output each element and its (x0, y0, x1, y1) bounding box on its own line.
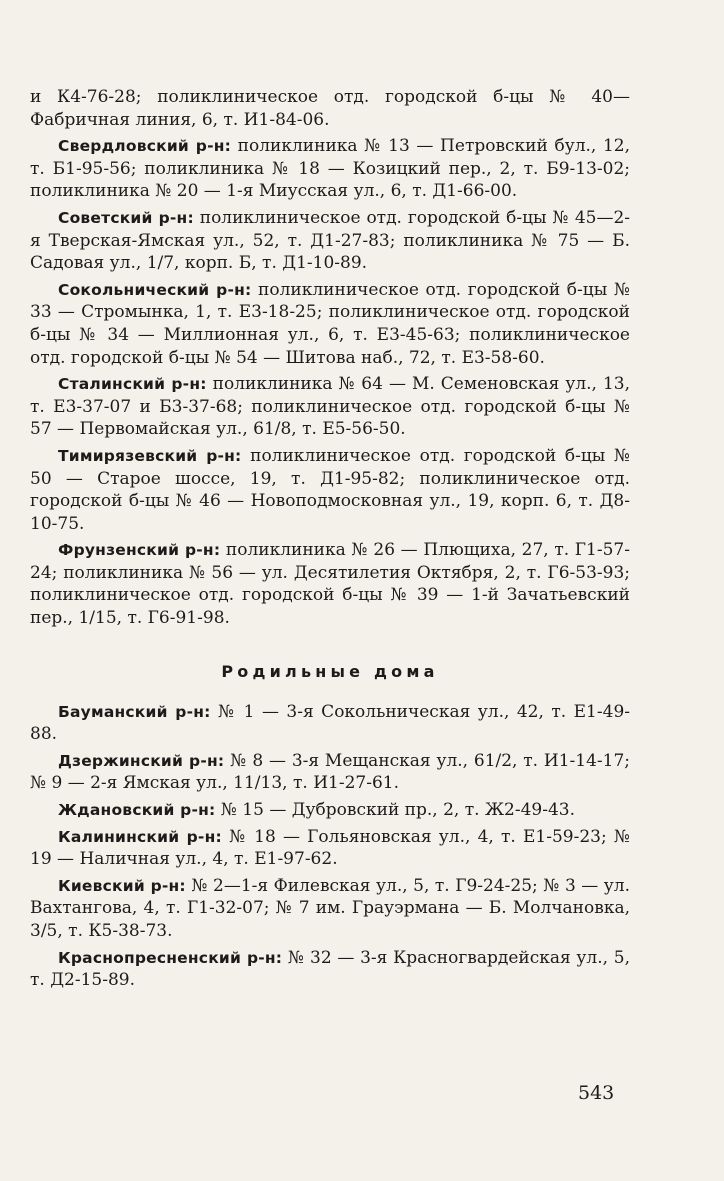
entry-text: поликлиническое отд. городской б-цы № 33 — Стромынка, 1, т. Е3-18-25; поликлиническое отд. городской б-цы № 34 — Миллионная ул., 6, т. Е3-45-63; поликлиническое отд. городской б-цы № 54 — Шитова наб., 72, т. Е3-58-60. (30, 279, 630, 368)
maternity-section (30, 701, 630, 992)
entry-text: поликлиническое отд. городской б-цы № 50 — Старое шоссе, 19, т. Д1-95-82; поликлиническое отд. городской б-цы № 46 — Новоподмосковная ул., 19, корп. 6, т. Д8-10-75. (30, 445, 631, 534)
district-name: Киевский р-н: (58, 876, 186, 895)
entry-baumansky (30, 701, 630, 746)
district-name: Фрунзенский р-н: (58, 541, 221, 560)
district-name: Дзержинский р-н: (58, 751, 225, 770)
entry-sverdlovsky (30, 135, 630, 203)
entry-text: № 2—1-я Филевская ул., 5, т. Г9-24-25; № 3 — ул. Вахтангова, 4, т. Г1-32-07; № 7 им. Грауэрмана — Б. Молчановка, 3/5, т. К5-38-73. (30, 875, 631, 941)
section-heading: Родильные дома (221, 661, 439, 681)
entry-krasnopresnensky (30, 947, 630, 992)
entry-text: поликлиника № 13 — Петровский бул., 12, т. Б1-95-56; поликлиника № 18 — Козицкий пер., 2, т. Б9-13-02; поликлиника № 20 — 1-я Миусская ул., 6, т. Д1-66-00. (30, 136, 631, 202)
entry-text: № 32 — 3-я Красногвардейская ул., 5, т. Д2-15-89. (30, 947, 630, 991)
entry-dzerzhinsky (30, 750, 630, 795)
entry-frunzensky (30, 539, 630, 629)
entry-sokolnichesky (30, 279, 630, 369)
district-name: Калининский р-н: (58, 827, 222, 846)
entry-sovetsky (30, 207, 630, 275)
district-name: Советский р-н: (58, 208, 194, 227)
district-name: Бауманский р-н: (58, 702, 211, 721)
page-number: 543 (578, 1082, 615, 1104)
entry-text: № 15 — Дубровский пр., 2, т. Ж2-49-43. (220, 800, 576, 821)
entry-text: № 8 — 3-я Мещанская ул., 61/2, т. И1-14-17; № 9 — 2-я Ямская ул., 11/13, т. И1-27-61. (30, 750, 631, 794)
entry-kalininsky (30, 826, 630, 871)
district-name: Свердловский р-н: (58, 137, 232, 156)
entry-text: № 18 — Гольяновская ул., 4, т. Е1-59-23; № 19 — Наличная ул., 4, т. Е1-97-62. (30, 826, 630, 870)
policlinics-section (30, 86, 630, 630)
entry-continuation (30, 86, 630, 131)
entry-text: и К4-76-28; поликлиническое отд. городской б-цы № 40—Фабричная линия, 6, т. И1-84-06. (30, 87, 630, 130)
district-name: Краснопресненский р-н: (58, 948, 283, 967)
page-content (30, 86, 630, 996)
district-name: Сталинский р-н: (58, 375, 207, 394)
entry-text: поликлиника № 26 — Плющиха, 27, т. Г1-57-24; поликлиника № 56 — ул. Десятилетия Октября, 2, т. Г6-53-93; поликлиническое отд. городской б-цы № 39 — 1-й Зачатьевский пер., 1/15, т. Г6-91-98. (30, 540, 630, 629)
district-name: Сокольнический р-н: (58, 280, 252, 299)
entry-text: № 1 — 3-я Сокольническая ул., 42, т. Е1-49-88. (30, 701, 630, 745)
district-name: Тимирязевский р-н: (58, 446, 242, 465)
district-name: Ждановский р-н: (58, 801, 216, 820)
entry-zhdanovsky (30, 799, 630, 822)
entry-stalinsky (30, 373, 630, 441)
entry-timiryazevsky (30, 445, 630, 535)
entry-kievsky (30, 875, 630, 943)
entry-text: поликлиника № 64 — М. Семеновская ул., 13, т. Е3-37-07 и Б3-37-68; поликлиническое отд. городской б-цы № 57 — Первомайская ул., 61/8, т. Е5-56-50. (30, 374, 630, 440)
entry-text: поликлиническое отд. городской б-цы № 45—2-я Тверская-Ямская ул., 52, т. Д1-27-83; поликлиника № 75 — Б. Садовая ул., 1/7, корп. Б, т. Д1-10-89. (30, 207, 631, 274)
